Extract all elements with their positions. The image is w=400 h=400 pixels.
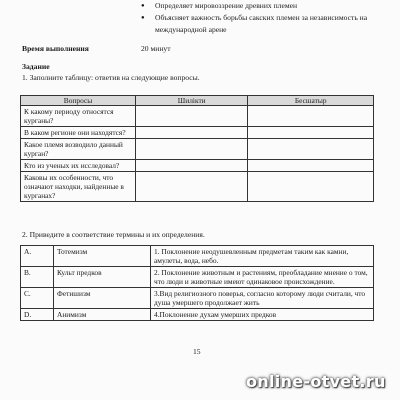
- term-name: Фетишизм: [54, 288, 151, 309]
- term-definition: 3.Вид религиозного поверья, согласно которому люди считали, что душа умершего продолжает жить: [151, 288, 374, 309]
- term-letter: A.: [21, 246, 54, 267]
- answer-cell[interactable]: [248, 172, 374, 202]
- task-1-instruction: 1. Заполните таблицу: ответив на следующие вопросы.: [22, 73, 200, 82]
- table-row: [21, 309, 374, 321]
- table-row: [21, 288, 374, 309]
- objectives-list: [141, 0, 386, 36]
- term-letter: C.: [21, 288, 54, 309]
- answer-cell[interactable]: [136, 106, 248, 127]
- column-header: Вопросы: [21, 96, 136, 106]
- table-row: [21, 160, 374, 172]
- task-2-instruction: 2. Приведите в соответствие термины и их определения.: [22, 230, 205, 239]
- question-cell: Какое племя возводило данный курган?: [21, 139, 136, 160]
- objective-item: ● Определяет мировоззрение древних племен: [141, 0, 386, 12]
- question-cell: К какому периоду относятся курганы?: [21, 106, 136, 127]
- answer-cell[interactable]: [248, 127, 374, 139]
- answer-cell[interactable]: [248, 139, 374, 160]
- term-name: Культ предков: [54, 267, 151, 288]
- page-number: 15: [193, 347, 201, 356]
- table-row: [21, 246, 374, 267]
- watermark-logo: online-otvet.ru: [246, 372, 386, 391]
- terms-table: [20, 245, 374, 321]
- time-value: 20 минут: [141, 44, 171, 53]
- question-cell: Кто из ученых их исследовал?: [21, 160, 136, 172]
- table-row: [21, 139, 374, 160]
- question-cell: Каковы их особенности, что означают находки, найденные в курганах?: [21, 172, 136, 202]
- column-header: Шилікти: [136, 96, 248, 106]
- time-row: [22, 44, 171, 53]
- answer-cell[interactable]: [136, 172, 248, 202]
- time-label: Время выполнения: [22, 44, 89, 53]
- table-row: [21, 267, 374, 288]
- objective-item: ● Объясняет важность борьбы сакских племен за независимость на международной арене: [141, 12, 386, 36]
- task-title: Задание: [22, 62, 50, 71]
- table-row: [21, 127, 374, 139]
- answer-cell[interactable]: [136, 139, 248, 160]
- term-letter: D.: [21, 309, 54, 321]
- term-name: Тотемизм: [54, 246, 151, 267]
- term-definition: 4.Поклонение духам умерших предков: [151, 309, 374, 321]
- term-definition: 2. Поклонение животным и растениям, преобладание мнение о том, что люди и животные имеют одинаковое происхождение.: [151, 267, 374, 288]
- table-row: [21, 172, 374, 202]
- answer-cell[interactable]: [136, 160, 248, 172]
- term-definition: 1. Поклонение неодушевленным предметам таким как камни, амулеты, вода, небо.: [151, 246, 374, 267]
- table-header-row: [21, 96, 374, 106]
- questions-table: [20, 95, 374, 202]
- answer-cell[interactable]: [136, 127, 248, 139]
- question-cell: В каком регионе они находятся?: [21, 127, 136, 139]
- term-letter: B.: [21, 267, 54, 288]
- answer-cell[interactable]: [248, 160, 374, 172]
- answer-cell[interactable]: [248, 106, 374, 127]
- table-row: [21, 106, 374, 127]
- term-name: Анимизм: [54, 309, 151, 321]
- column-header: Бесшатыр: [248, 96, 374, 106]
